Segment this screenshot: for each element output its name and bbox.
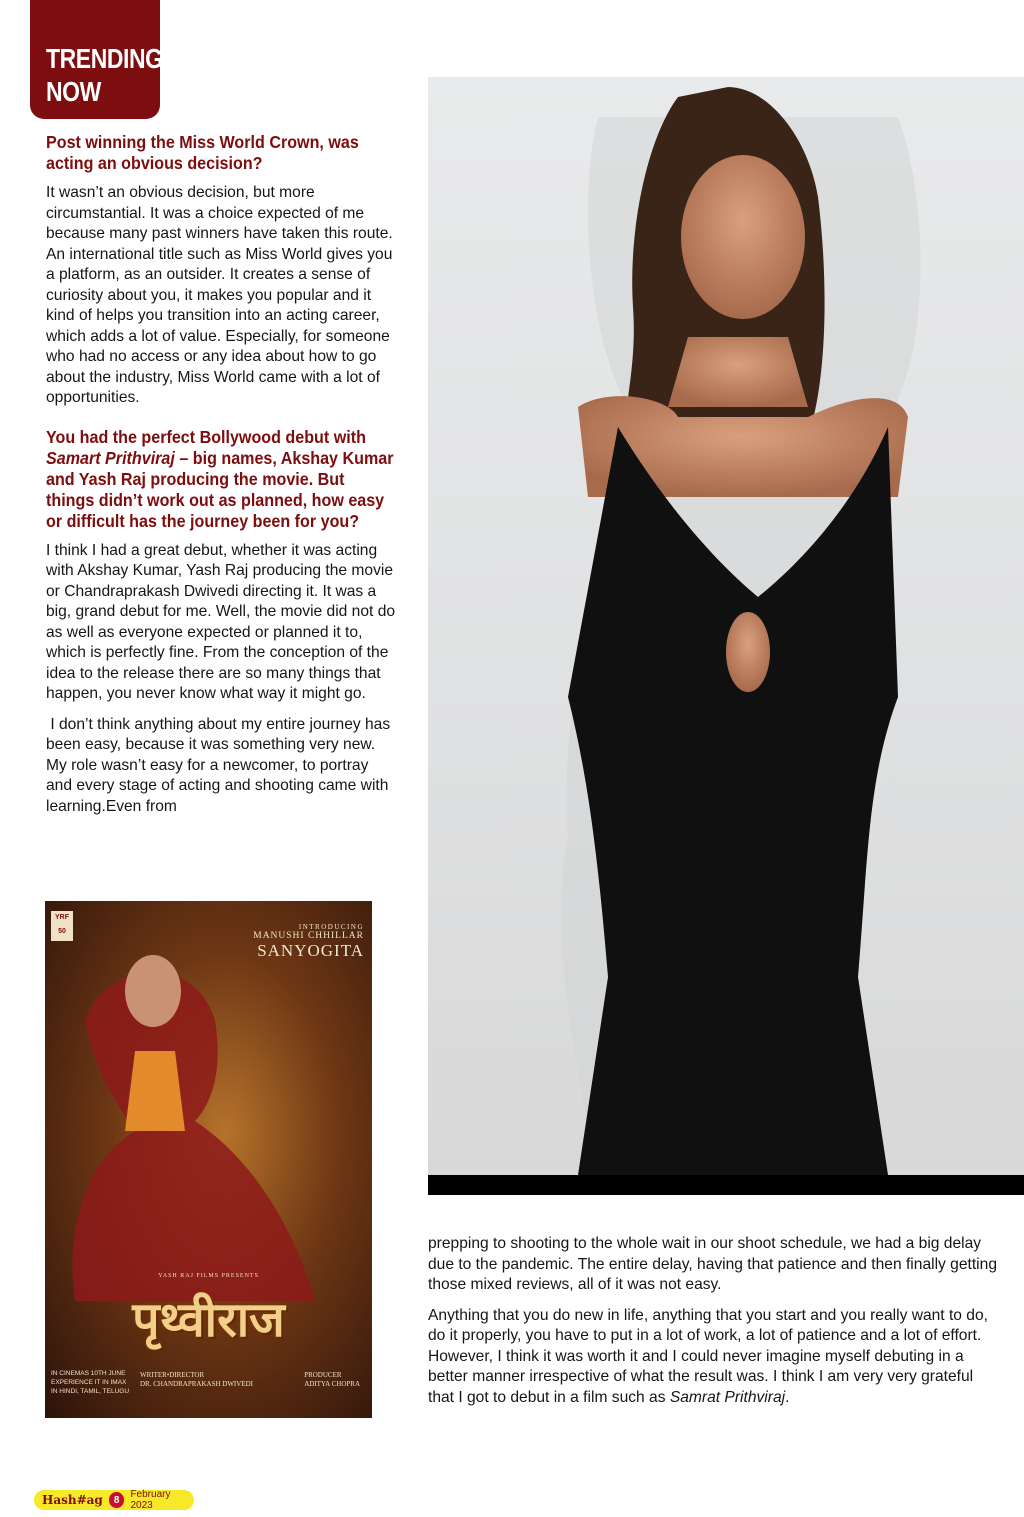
poster-release-line2: EXPERIENCE IT IN IMAX (51, 1379, 127, 1386)
paragraph-closing-end: . (785, 1388, 790, 1406)
answer-2: I think I had a great debut, whether it was acting with Akshay Kumar, Yash Raj producing the movie or Chandraprakash Dwivedi directing it. It was a big, grand debut for me. Well, the movie did not do as well as everyone expected or planned it to, which is perfectly fine. From the conception of the idea to the release there are so many things that happen, you never know what way it might go. (46, 541, 396, 702)
neck-shape (668, 337, 808, 407)
producer-name: ADITYA CHOPRA (304, 1380, 360, 1388)
paragraph-closing-film-title: Samrat Prithviraj (669, 1388, 786, 1406)
hero-bottom-bar (428, 1175, 1024, 1195)
poster-release (51, 1369, 129, 1396)
question-2-film-title: Samart Prithviraj (46, 447, 175, 468)
paragraph-continued: prepping to shooting to the whole wait in our shoot schedule, we had a big delay due to the pandemic. The entire delay, having that patience and then finally getting those mixed reviews, all of it was not easy. (428, 1235, 997, 1293)
poster-producer-credit (304, 1371, 360, 1389)
question-2-post: – big names, Akshay Kumar and Yash Raj producing the movie. But things didn’t work out as planned, how easy or difficult has the journey been for you? (46, 447, 394, 531)
issue-date: February 2023 (130, 1489, 171, 1511)
paragraph-closing-text: Anything that you do new in life, anything that you start and you really want to do, do it properly, you have to put in a lot of work, a lot of patience and a lot of effort. However, I think it was worth it and I could never imagine myself debuting in a better manner irrespective of what the result was. I think I am very very grateful that I got to debut in a film such as (428, 1306, 988, 1406)
movie-poster (45, 901, 372, 1418)
page-number: 8 (109, 1492, 125, 1508)
poster-title: पृथ्वीराज (132, 1292, 285, 1348)
poster-role: SANYOGITA (257, 941, 364, 960)
poster-director-credit (140, 1371, 253, 1389)
section-tag-line1: TRENDING (46, 43, 163, 74)
bride-dress-shape (73, 972, 316, 1301)
magazine-brand: Hash#ag (42, 1493, 103, 1507)
face-shape (681, 155, 805, 319)
director-name: DR. CHANDRAPRAKASH DWIVEDI (140, 1380, 253, 1388)
poster-release-line3: IN HINDI, TAMIL, TELUGU (51, 1388, 130, 1395)
page-footer (34, 1490, 194, 1510)
bride-sari-shape (125, 1051, 185, 1131)
poster-intro-block (253, 923, 364, 961)
poster-release-line1: IN CINEMAS 10TH JUNE (51, 1370, 126, 1377)
producer-label: PRODUCER (304, 1371, 342, 1379)
question-2-pre: You had the perfect Bollywood debut with (46, 426, 366, 447)
poster-credits (140, 1371, 360, 1389)
poster-intro: INTRODUCING (298, 923, 364, 931)
paragraph-closing (428, 1306, 998, 1409)
director-label: WRITER•DIRECTOR (140, 1371, 205, 1379)
section-tag (46, 42, 163, 108)
section-tag-line2: NOW (46, 76, 101, 107)
answer-1: It wasn’t an obvious decision, but more circumstantial. It was a choice expected of me because many past winners have taken this route. An international title such as Miss World gives you a platform, as an outsider. It creates a sense of curiosity about you, it makes you popular and it kind of helps you transition into an acting career, which adds a lot of value. Especially, for someone who had no access or any idea about how to go about the industry, Miss World came with a lot of opportunities. (46, 184, 393, 406)
answer-3: I don’t think anything about my entire journey has been easy, because it was something very new. My role wasn’t easy for a newcomer, to portray and every stage of acting and shooting came with learning.Even from (46, 715, 395, 815)
bride-face-shape (125, 955, 181, 1027)
poster-actor: MANUSHI CHHILLAR (253, 931, 364, 941)
hero-photo (428, 77, 1024, 1195)
question-1: Post winning the Miss World Crown, was acting an obvious decision? (46, 132, 359, 173)
left-column (46, 132, 398, 827)
hero-illustration (428, 77, 1024, 1195)
yrf-logo: YRF 50 (51, 911, 73, 941)
poster-presents: YASH RAJ FILMS PRESENTS (158, 1273, 259, 1279)
right-column (428, 1234, 998, 1418)
question-2 (46, 427, 396, 532)
cutout-shape (726, 612, 770, 692)
